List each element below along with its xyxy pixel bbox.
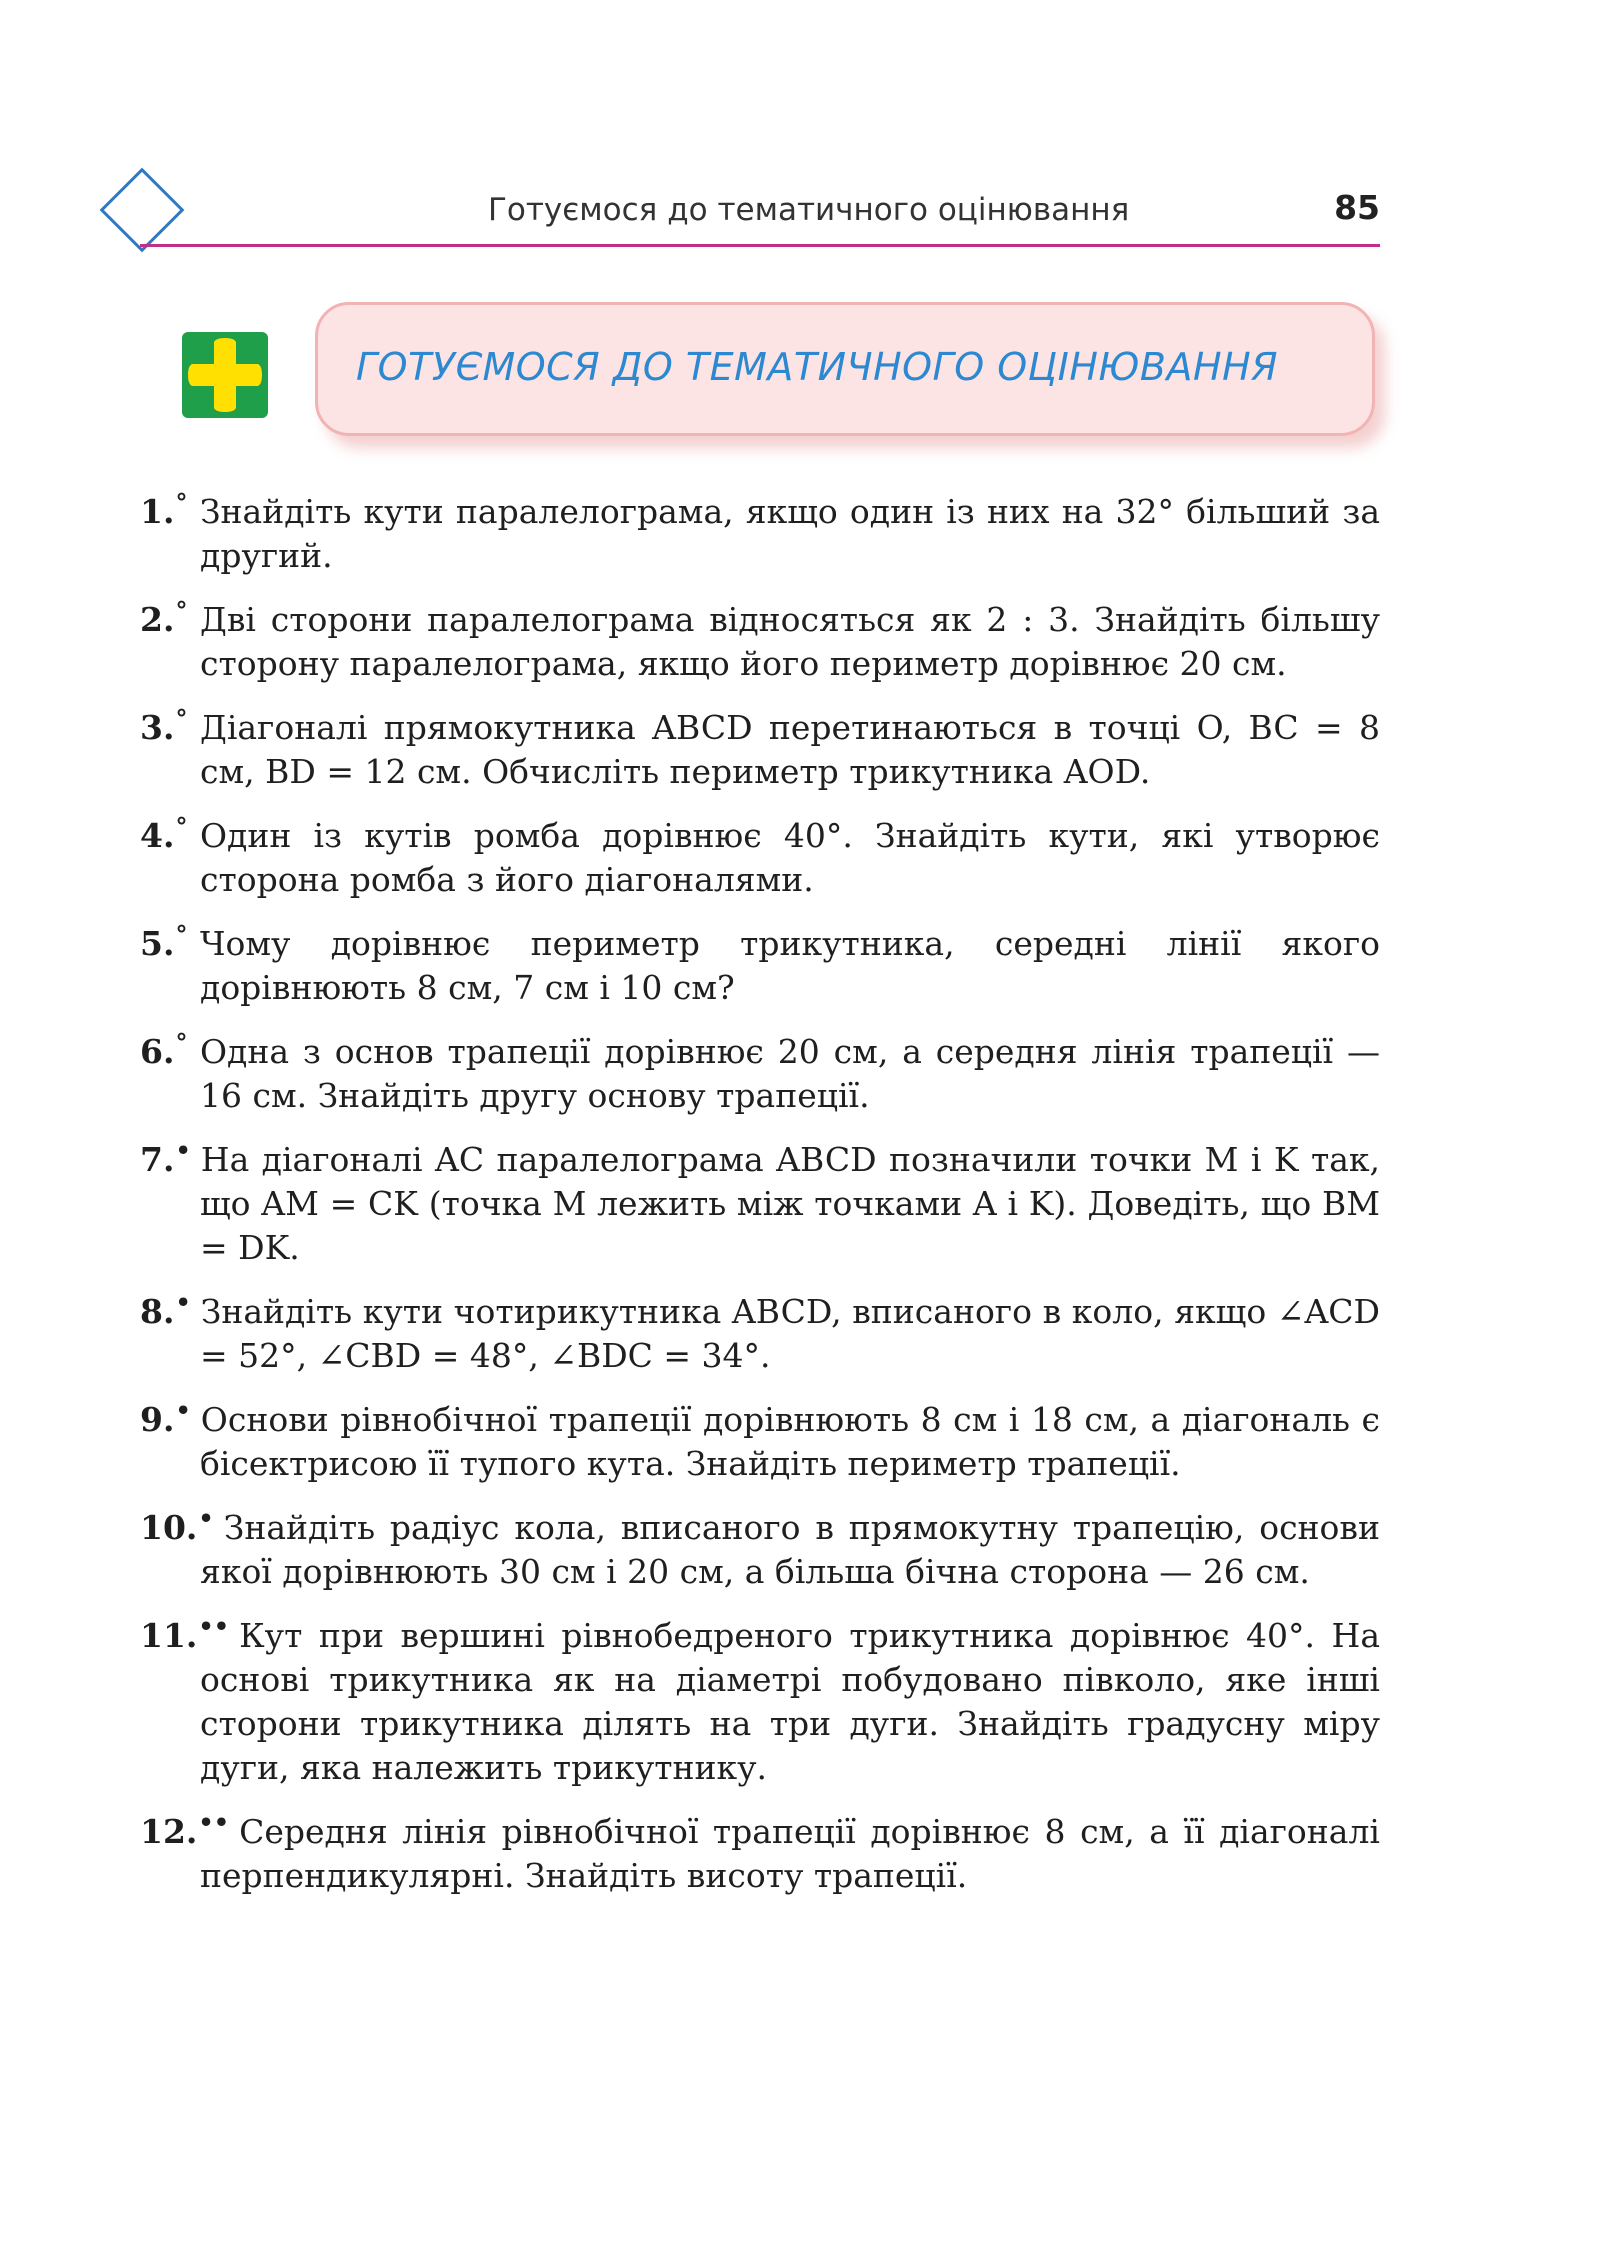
problem-text: Знайдіть радіус кола, вписаного в прямокутну трапецію, основи якої дорівнюють 30 см і 20 см, а більша бічна сторона — 26 см. bbox=[200, 1508, 1380, 1591]
problem-number: 1.° bbox=[140, 488, 188, 531]
page-number: 85 bbox=[1334, 188, 1380, 227]
problem-number: 6.° bbox=[140, 1028, 188, 1071]
problem-item bbox=[140, 814, 1380, 902]
section-title: ГОТУЄМОСЯ ДО ТЕМАТИЧНОГО ОЦІНЮВАННЯ bbox=[356, 345, 1279, 389]
problem-item bbox=[140, 490, 1380, 578]
problem-text: Кут при вершині рівнобедреного трикутника дорівнює 40°. На основі трикутника як на діаметрі побудовано півколо, яке інші сторони трикутника ділять на три дуги. Знайдіть градусну міру дуги, яка належить трикутнику. bbox=[200, 1616, 1380, 1787]
problem-text: Один із кутів ромба дорівнює 40°. Знайдіть кути, які утворює сторона ромба з його діагоналями. bbox=[200, 816, 1380, 899]
problem-item bbox=[140, 1398, 1380, 1486]
problem-number: 5.° bbox=[140, 920, 188, 963]
problem-item bbox=[140, 598, 1380, 686]
problem-item bbox=[140, 706, 1380, 794]
problem-number: 11.•• bbox=[140, 1612, 230, 1655]
problem-item bbox=[140, 1614, 1380, 1790]
problem-text: Діагоналі прямокутника ABCD перетинаються в точці O, BC = 8 см, BD = 12 см. Обчисліть периметр трикутника AOD. bbox=[200, 708, 1380, 791]
problem-number: 2.° bbox=[140, 596, 188, 639]
problem-item bbox=[140, 1290, 1380, 1378]
problem-number: 3.° bbox=[140, 704, 188, 747]
plus-badge bbox=[182, 332, 268, 418]
running-title: Готуємося до тематичного оцінювання bbox=[488, 192, 1130, 228]
problem-list bbox=[140, 490, 1380, 1918]
problem-text: Знайдіть кути чотирикутника ABCD, вписаного в коло, якщо ∠ACD = 52°, ∠CBD = 48°, ∠BDC = 34°. bbox=[200, 1292, 1380, 1375]
problem-item bbox=[140, 1030, 1380, 1118]
problem-text: Чому дорівнює периметр трикутника, середні лінії якого дорівнюють 8 см, 7 см і 10 см? bbox=[200, 924, 1380, 1007]
problem-number: 10.• bbox=[140, 1504, 214, 1547]
problem-number: 12.•• bbox=[140, 1808, 230, 1851]
problem-item bbox=[140, 1138, 1380, 1270]
problem-text: Одна з основ трапеції дорівнює 20 см, а середня лінія трапеції — 16 см. Знайдіть другу основу трапеції. bbox=[200, 1032, 1380, 1115]
header-rule bbox=[140, 244, 1380, 247]
problem-number: 7.• bbox=[140, 1136, 191, 1179]
plus-icon bbox=[182, 332, 268, 418]
problem-text: Основи рівнобічної трапеції дорівнюють 8 см і 18 см, а діагональ є бісектрисою її тупого кута. Знайдіть периметр трапеції. bbox=[200, 1400, 1380, 1483]
problem-number: 4.° bbox=[140, 812, 188, 855]
problem-text: Знайдіть кути паралелограма, якщо один із них на 32° більший за другий. bbox=[200, 492, 1380, 575]
problem-item bbox=[140, 1810, 1380, 1898]
problem-item bbox=[140, 1506, 1380, 1594]
problem-text: Дві сторони паралелограма відносяться як 2 : 3. Знайдіть більшу сторону паралелограма, якщо його периметр дорівнює 20 см. bbox=[200, 600, 1380, 683]
problem-number: 9.• bbox=[140, 1396, 191, 1439]
problem-text: На діагоналі AC паралелограма ABCD позначили точки M і K так, що AM = CK (точка M лежить між точками A і K). Доведіть, що BM = DK. bbox=[200, 1140, 1380, 1267]
section-banner bbox=[315, 302, 1375, 436]
problem-item bbox=[140, 922, 1380, 1010]
page-header bbox=[98, 170, 1380, 250]
diamond-icon bbox=[100, 168, 185, 253]
problem-number: 8.• bbox=[140, 1288, 191, 1331]
problem-text: Середня лінія рівнобічної трапеції дорівнює 8 см, а її діагоналі перпендикулярні. Знайдіть висоту трапеції. bbox=[200, 1812, 1380, 1895]
